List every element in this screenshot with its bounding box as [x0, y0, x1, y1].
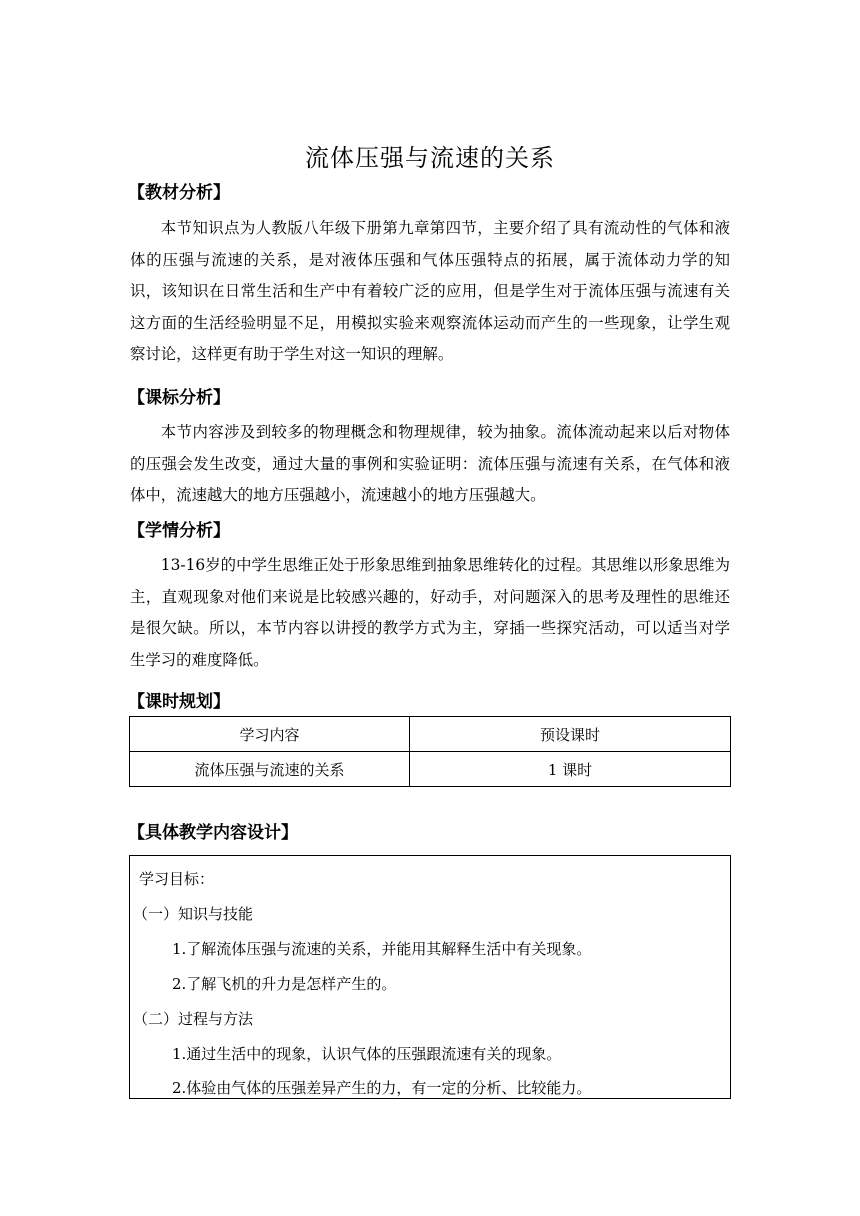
heading-teaching-design: 【具体教学内容设计】	[128, 823, 298, 843]
goal-item: 2.体验由气体的压强差异产生的力，有一定的分析、比较能力。	[172, 1079, 592, 1097]
heading-textbook-analysis: 【教材分析】	[128, 183, 230, 203]
subsection-process-methods: （二）过程与方法	[133, 1010, 254, 1028]
learning-goals-label: 学习目标：	[139, 870, 215, 888]
teaching-design-box	[129, 855, 731, 1099]
goal-item: 1.通过生活中的现象，认识气体的压强跟流速有关的现象。	[172, 1045, 562, 1063]
table-cell: 1 课时	[410, 752, 731, 787]
paragraph-student-analysis: 13-16岁的中学生思维正处于形象思维到抽象思维转化的过程。其思维以形象思维为主，直观现象对他们来说是比较感兴趣的，好动手，对问题深入的思考及理性的思维还是很欠缺。所以，本节内容以讲授的教学方式为主，穿插一些探究活动，可以适当对学生学习的难度降低。	[130, 556, 730, 669]
heading-lesson-plan: 【课时规划】	[128, 692, 230, 712]
table-header-cell: 预设课时	[410, 717, 731, 752]
table-row	[130, 752, 731, 787]
heading-student-analysis: 【学情分析】	[128, 521, 230, 541]
goal-item: 2.了解飞机的升力是怎样产生的。	[172, 975, 397, 993]
heading-curriculum-analysis: 【课标分析】	[128, 388, 230, 408]
paragraph-textbook-analysis: 本节知识点为人教版八年级下册第九章第四节，主要介绍了具有流动性的气体和液体的压强与流速的关系，是对液体压强和气体压强特点的拓展，属于流体动力学的知识，该知识在日常生活和生产中有着较广泛的应用，但是学生对于流体压强与流速有关这方面的生活经验明显不足，用模拟实验来观察流体运动而产生的一些现象，让学生观察讨论，这样更有助于学生对这一知识的理解。	[130, 219, 730, 364]
paragraph-curriculum-analysis: 本节内容涉及到较多的物理概念和物理规律，较为抽象。流体流动起来以后对物体的压强会发生改变，通过大量的事例和实验证明：流体压强与流速有关系，在气体和液体中，流速越大的地方压强越小，流速越小的地方压强越大。	[130, 423, 730, 505]
document-title: 流体压强与流速的关系	[305, 144, 555, 172]
table-header-row	[130, 717, 731, 752]
goal-item: 1.了解流体压强与流速的关系，并能用其解释生活中有关现象。	[172, 940, 592, 958]
subsection-knowledge-skills: （一）知识与技能	[133, 905, 254, 923]
lesson-plan-table	[129, 716, 731, 787]
table-header-cell: 学习内容	[130, 717, 410, 752]
table-cell: 流体压强与流速的关系	[130, 752, 410, 787]
